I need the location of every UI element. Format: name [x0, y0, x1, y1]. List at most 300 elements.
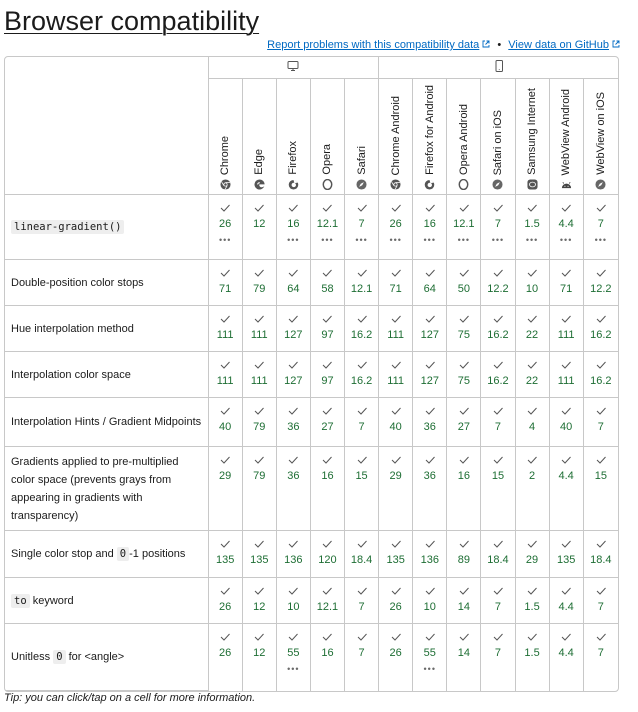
- support-cell[interactable]: [277, 398, 311, 447]
- version-number: 40: [219, 421, 232, 433]
- checkmark-icon: [550, 314, 583, 324]
- checkmark-icon: [345, 455, 378, 465]
- version-number: 12: [253, 647, 266, 659]
- support-cell[interactable]: [379, 578, 413, 624]
- version-number: 15: [594, 470, 607, 482]
- more-info-indicator: •••: [491, 235, 505, 245]
- version-number: 15: [491, 470, 505, 482]
- version-number: 79: [253, 283, 266, 295]
- version-number: 26: [219, 601, 232, 613]
- support-cell[interactable]: [447, 578, 481, 624]
- support-cell[interactable]: [243, 352, 277, 398]
- feature-name: [5, 398, 209, 447]
- support-cell[interactable]: [209, 624, 243, 691]
- support-cell[interactable]: [243, 447, 277, 531]
- checkmark-icon: [345, 360, 378, 370]
- feature-name: [5, 447, 209, 531]
- checkmark-icon: [481, 455, 514, 465]
- version-number: 10: [423, 601, 436, 613]
- feature-code: linear-gradient(): [11, 220, 124, 234]
- version-number: 2: [528, 470, 536, 482]
- checkmark-icon: [550, 455, 583, 465]
- version-number: 12: [253, 218, 266, 230]
- support-cell[interactable]: [413, 195, 447, 260]
- version-number: 64: [287, 283, 300, 295]
- support-cell[interactable]: [379, 447, 413, 531]
- support-cell[interactable]: [243, 260, 277, 306]
- checkmark-icon: [516, 586, 549, 596]
- version-number: 111: [250, 375, 268, 387]
- version-number: 36: [423, 470, 436, 482]
- version-number: 1.5: [524, 601, 540, 613]
- checkmark-icon: [243, 406, 276, 416]
- version-number: 16.2: [487, 329, 509, 341]
- support-cell[interactable]: [379, 306, 413, 352]
- mobile-icon: [493, 60, 505, 72]
- support-cell[interactable]: [550, 531, 584, 578]
- version-number: 16.2: [350, 375, 373, 387]
- external-link-icon: [612, 40, 620, 48]
- support-cell[interactable]: [516, 352, 550, 398]
- support-cell[interactable]: [584, 260, 618, 306]
- feature-name: [5, 578, 209, 624]
- version-number: 127: [284, 329, 303, 341]
- support-cell[interactable]: [345, 531, 379, 578]
- support-cell[interactable]: [447, 398, 481, 447]
- support-cell[interactable]: [311, 447, 345, 531]
- support-cell[interactable]: [481, 447, 515, 531]
- checkmark-icon: [447, 268, 480, 278]
- checkmark-icon: [311, 455, 344, 465]
- support-cell[interactable]: [243, 624, 277, 691]
- checkmark-icon: [345, 406, 378, 416]
- more-info-indicator: •••: [525, 235, 539, 245]
- version-number: 127: [284, 375, 303, 387]
- checkmark-icon: [379, 586, 412, 596]
- support-cell[interactable]: [243, 578, 277, 624]
- support-cell[interactable]: [584, 624, 618, 691]
- version-number: 1.5: [524, 218, 540, 230]
- version-number: 7: [494, 421, 502, 433]
- version-number: 111: [216, 329, 234, 341]
- support-cell[interactable]: [481, 306, 515, 352]
- support-cell[interactable]: [311, 260, 345, 306]
- version-number: 12.2: [487, 283, 509, 295]
- checkmark-icon: [550, 539, 583, 549]
- support-cell[interactable]: [277, 195, 311, 260]
- support-cell[interactable]: [243, 398, 277, 447]
- version-number: 4.4: [558, 470, 574, 482]
- support-cell[interactable]: [243, 195, 277, 260]
- feature-code: 0: [53, 650, 65, 664]
- desktop-icon: [287, 60, 299, 72]
- checkmark-icon: [277, 203, 310, 213]
- version-number: 16: [457, 470, 470, 482]
- feature-text: Hue interpolation method: [11, 322, 134, 335]
- support-cell[interactable]: [379, 398, 413, 447]
- browser-header: [481, 79, 515, 195]
- feature-name: [5, 624, 209, 691]
- support-cell[interactable]: [413, 447, 447, 531]
- version-number: 26: [219, 647, 232, 659]
- more-info-indicator: •••: [559, 235, 573, 245]
- checkmark-icon: [243, 455, 276, 465]
- checkmark-icon: [345, 203, 378, 213]
- support-cell[interactable]: [481, 195, 515, 260]
- browser-header: [413, 79, 447, 195]
- checkmark-icon: [311, 632, 344, 642]
- support-cell[interactable]: [550, 447, 584, 531]
- checkmark-icon: [311, 360, 344, 370]
- support-cell[interactable]: [413, 352, 447, 398]
- feature-row: [5, 624, 618, 691]
- support-cell[interactable]: [311, 578, 345, 624]
- checkmark-icon: [243, 314, 276, 324]
- support-cell[interactable]: [311, 352, 345, 398]
- checkmark-icon: [584, 314, 618, 324]
- support-cell[interactable]: [447, 447, 481, 531]
- support-cell[interactable]: [345, 195, 379, 260]
- feature-text: for <angle>: [65, 651, 125, 663]
- more-info-indicator: •••: [321, 235, 334, 245]
- checkmark-icon: [584, 632, 618, 642]
- support-cell[interactable]: [413, 306, 447, 352]
- version-number: 7: [597, 421, 604, 433]
- support-cell[interactable]: [413, 260, 447, 306]
- support-cell[interactable]: [516, 306, 550, 352]
- feature-code: 0: [117, 547, 129, 561]
- version-number: 7: [494, 218, 502, 230]
- support-cell[interactable]: [550, 195, 584, 260]
- version-number: 4.4: [558, 647, 574, 659]
- support-cell[interactable]: [345, 306, 379, 352]
- support-cell[interactable]: [277, 531, 311, 578]
- checkmark-icon: [209, 586, 242, 596]
- version-number: 14: [457, 647, 470, 659]
- checkmark-icon: [209, 360, 242, 370]
- chrome-icon: [220, 179, 231, 190]
- support-cell[interactable]: [550, 578, 584, 624]
- checkmark-icon: [516, 268, 549, 278]
- browser-name: WebView Android: [560, 88, 573, 175]
- support-cell[interactable]: [379, 195, 413, 260]
- checkmark-icon: [516, 539, 549, 549]
- version-number: 127: [420, 329, 439, 341]
- checkmark-icon: [550, 586, 583, 596]
- support-cell[interactable]: [209, 578, 243, 624]
- version-number: 4.4: [558, 218, 574, 230]
- support-cell[interactable]: [550, 352, 584, 398]
- support-cell[interactable]: [447, 195, 481, 260]
- browser-name: Chrome Android: [389, 95, 402, 175]
- checkmark-icon: [447, 360, 480, 370]
- external-link-icon: [482, 40, 490, 48]
- version-number: 136: [284, 554, 303, 566]
- version-number: 36: [287, 470, 300, 482]
- version-number: 7: [597, 601, 604, 613]
- checkmark-icon: [345, 539, 378, 549]
- report-problems-link[interactable]: Report problems with this compatibility data: [267, 39, 480, 51]
- version-number: 64: [423, 283, 436, 295]
- support-cell[interactable]: [584, 306, 618, 352]
- support-cell[interactable]: [345, 398, 379, 447]
- checkmark-icon: [516, 360, 549, 370]
- browser-name: Samsung Internet: [526, 88, 539, 175]
- checkmark-icon: [413, 539, 446, 549]
- checkmark-icon: [379, 406, 412, 416]
- version-number: 18.4: [590, 554, 612, 566]
- version-number: 4: [528, 421, 536, 433]
- version-number: 12.1: [350, 283, 373, 295]
- checkmark-icon: [413, 360, 446, 370]
- version-number: 7: [597, 647, 604, 659]
- version-number: 26: [389, 647, 402, 659]
- version-number: 111: [216, 375, 234, 387]
- chrome-icon: [390, 179, 401, 190]
- checkmark-icon: [311, 268, 344, 278]
- opera-icon: [458, 179, 469, 190]
- feature-row: [5, 398, 618, 447]
- support-cell[interactable]: [379, 624, 413, 691]
- version-number: 16: [321, 470, 334, 482]
- support-cell[interactable]: [550, 260, 584, 306]
- more-info-indicator: •••: [457, 235, 471, 245]
- version-number: 15: [355, 470, 368, 482]
- version-number: 16.2: [590, 375, 612, 387]
- version-number: 18.4: [350, 554, 373, 566]
- feature-text: Single color stop and: [11, 548, 117, 560]
- checkmark-icon: [209, 203, 242, 213]
- checkmark-icon: [516, 314, 549, 324]
- version-number: 111: [557, 375, 575, 387]
- support-cell[interactable]: [516, 578, 550, 624]
- version-number: 111: [387, 329, 405, 341]
- more-info-indicator: •••: [423, 664, 436, 674]
- more-info-indicator: •••: [594, 235, 608, 245]
- feature-text: Interpolation color space: [11, 368, 131, 381]
- checkmark-icon: [277, 406, 310, 416]
- checkmark-icon: [209, 455, 242, 465]
- support-cell[interactable]: [379, 352, 413, 398]
- support-cell[interactable]: [516, 447, 550, 531]
- github-link[interactable]: View data on GitHub: [508, 39, 609, 51]
- feature-row: [5, 260, 618, 306]
- version-number: 1.5: [524, 647, 540, 659]
- feature-text: Double-position color stops: [11, 276, 144, 289]
- checkmark-icon: [311, 539, 344, 549]
- feature-text: Gradients applied to pre-multiplied color space (prevents grays from appearing in gradients with transparency): [11, 455, 179, 522]
- support-cell[interactable]: [345, 624, 379, 691]
- support-cell[interactable]: [481, 531, 515, 578]
- compat-table: [4, 56, 619, 692]
- support-cell[interactable]: [277, 624, 311, 691]
- support-cell[interactable]: [584, 578, 618, 624]
- checkmark-icon: [584, 539, 618, 549]
- support-cell[interactable]: [277, 578, 311, 624]
- support-cell[interactable]: [209, 306, 243, 352]
- version-number: 36: [423, 421, 436, 433]
- checkmark-icon: [481, 632, 514, 642]
- version-number: 12: [253, 601, 266, 613]
- support-cell[interactable]: [277, 306, 311, 352]
- checkmark-icon: [550, 360, 583, 370]
- version-number: 135: [215, 554, 235, 566]
- support-cell[interactable]: [311, 398, 345, 447]
- support-cell[interactable]: [209, 352, 243, 398]
- support-cell[interactable]: [447, 624, 481, 691]
- support-cell[interactable]: [447, 306, 481, 352]
- checkmark-icon: [311, 203, 344, 213]
- version-number: 50: [457, 283, 470, 295]
- support-cell[interactable]: [516, 531, 550, 578]
- support-cell[interactable]: [481, 398, 515, 447]
- checkmark-icon: [447, 586, 480, 596]
- support-cell[interactable]: [413, 531, 447, 578]
- support-cell[interactable]: [311, 531, 345, 578]
- version-number: 75: [457, 329, 470, 341]
- support-cell[interactable]: [209, 260, 243, 306]
- version-number: 89: [457, 554, 470, 566]
- version-number: 27: [457, 421, 470, 433]
- support-cell[interactable]: [379, 531, 413, 578]
- checkmark-icon: [345, 632, 378, 642]
- checkmark-icon: [481, 406, 514, 416]
- checkmark-icon: [447, 406, 480, 416]
- support-cell[interactable]: [243, 306, 277, 352]
- support-cell[interactable]: [550, 398, 584, 447]
- support-cell[interactable]: [481, 624, 515, 691]
- support-cell[interactable]: [209, 398, 243, 447]
- version-number: 75: [457, 375, 470, 387]
- edge-icon: [254, 179, 265, 190]
- version-number: 10: [525, 283, 539, 295]
- browser-name: Safari: [355, 146, 368, 175]
- feature-name: [5, 306, 209, 352]
- version-number: 16: [423, 218, 436, 230]
- support-cell[interactable]: [379, 260, 413, 306]
- version-number: 7: [358, 218, 365, 230]
- checkmark-icon: [209, 268, 242, 278]
- checkmark-icon: [550, 406, 583, 416]
- checkmark-icon: [413, 406, 446, 416]
- support-cell[interactable]: [584, 195, 618, 260]
- page-title: Browser compatibility: [4, 6, 260, 36]
- support-cell[interactable]: [584, 398, 618, 447]
- feature-text: Interpolation Hints / Gradient Midpoints: [11, 416, 202, 428]
- support-cell[interactable]: [481, 352, 515, 398]
- support-cell[interactable]: [209, 195, 243, 260]
- version-number: 40: [560, 421, 573, 433]
- version-number: 111: [557, 329, 575, 341]
- support-cell[interactable]: [209, 531, 243, 578]
- version-number: 16.2: [590, 329, 612, 341]
- safari-icon: [492, 179, 503, 190]
- version-number: 26: [389, 218, 402, 230]
- feature-name: [5, 352, 209, 398]
- version-number: 97: [321, 375, 334, 387]
- support-cell[interactable]: [209, 447, 243, 531]
- version-number: 7: [358, 601, 365, 613]
- support-cell[interactable]: [447, 352, 481, 398]
- support-cell[interactable]: [311, 195, 345, 260]
- support-cell[interactable]: [584, 447, 618, 531]
- support-cell[interactable]: [584, 531, 618, 578]
- safari-icon: [356, 179, 367, 190]
- support-cell[interactable]: [516, 624, 550, 691]
- support-cell[interactable]: [550, 306, 584, 352]
- support-cell[interactable]: [584, 352, 618, 398]
- version-number: 120: [318, 554, 337, 566]
- version-number: 16: [287, 218, 300, 230]
- support-cell[interactable]: [550, 624, 584, 691]
- version-number: 135: [250, 554, 269, 566]
- checkmark-icon: [243, 268, 276, 278]
- header-links: [267, 38, 620, 52]
- support-cell[interactable]: [345, 352, 379, 398]
- feature-row: [5, 447, 618, 531]
- support-cell[interactable]: [243, 531, 277, 578]
- browser-header: [277, 79, 311, 195]
- support-cell[interactable]: [413, 398, 447, 447]
- browser-header: [209, 79, 243, 195]
- support-cell[interactable]: [345, 447, 379, 531]
- support-cell[interactable]: [413, 624, 447, 691]
- firefox-icon: [288, 179, 299, 190]
- browser-name: Opera Android: [457, 104, 470, 175]
- checkmark-icon: [277, 539, 310, 549]
- support-cell[interactable]: [277, 352, 311, 398]
- checkmark-icon: [209, 314, 242, 324]
- support-cell[interactable]: [447, 531, 481, 578]
- version-number: 12.2: [590, 283, 612, 295]
- checkmark-icon: [584, 406, 618, 416]
- version-number: 58: [321, 283, 334, 295]
- checkmark-icon: [584, 268, 618, 278]
- support-cell[interactable]: [516, 398, 550, 447]
- browser-name: Firefox for Android: [423, 85, 436, 175]
- version-number: 40: [389, 421, 402, 433]
- checkmark-icon: [447, 314, 480, 324]
- support-cell[interactable]: [481, 260, 515, 306]
- support-cell[interactable]: [311, 306, 345, 352]
- platform-desktop: [209, 57, 380, 79]
- checkmark-icon: [277, 314, 310, 324]
- checkmark-icon: [243, 539, 276, 549]
- checkmark-icon: [413, 632, 446, 642]
- version-number: 10: [287, 601, 300, 613]
- support-cell[interactable]: [277, 260, 311, 306]
- support-cell[interactable]: [345, 578, 379, 624]
- support-cell[interactable]: [516, 260, 550, 306]
- support-cell[interactable]: [481, 578, 515, 624]
- support-cell[interactable]: [516, 195, 550, 260]
- support-cell[interactable]: [345, 260, 379, 306]
- checkmark-icon: [516, 203, 549, 213]
- support-cell[interactable]: [413, 578, 447, 624]
- version-number: 135: [556, 554, 576, 566]
- version-number: 12.1: [316, 218, 339, 230]
- version-number: 18.4: [487, 554, 509, 566]
- support-cell[interactable]: [277, 447, 311, 531]
- support-cell[interactable]: [311, 624, 345, 691]
- browser-header: [311, 79, 345, 195]
- feature-row: [5, 578, 618, 624]
- checkmark-icon: [345, 268, 378, 278]
- support-cell[interactable]: [447, 260, 481, 306]
- checkmark-icon: [447, 455, 480, 465]
- android-icon: [561, 179, 572, 190]
- version-number: 16.2: [487, 375, 509, 387]
